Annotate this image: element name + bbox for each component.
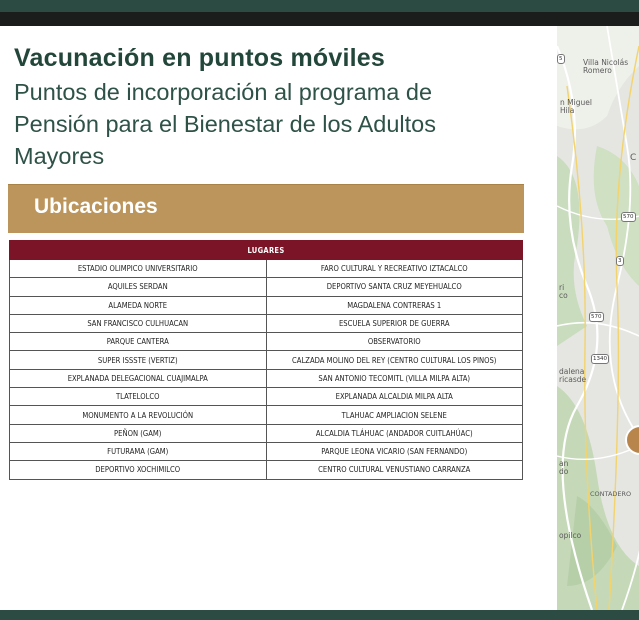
- location-cell-left: MONUMENTO A LA REVOLUCIÓN: [10, 406, 267, 424]
- location-cell-right: MAGDALENA CONTRERAS 1: [266, 296, 523, 314]
- table-row: [10, 260, 523, 278]
- table-row: [10, 333, 523, 351]
- location-cell-left: ALAMEDA NORTE: [10, 296, 267, 314]
- map-label-magdalena: dalena ricasde: [559, 367, 587, 384]
- location-cell-right: PARQUE LEONA VICARIO (SAN FERNANDO): [266, 442, 523, 460]
- table-body: [10, 260, 523, 480]
- location-cell-left: TLATELOLCO: [10, 388, 267, 406]
- location-cell-left: FUTURAMA (GAM): [10, 442, 267, 460]
- location-cell-right: DEPORTIVO SANTA CRUZ MEYEHUALCO: [266, 278, 523, 296]
- table-header: LUGARES: [10, 241, 523, 260]
- slide-title: Vacunación en puntos móviles: [14, 44, 385, 72]
- top-window-bar: [0, 0, 639, 12]
- map-label-c: C: [630, 153, 637, 163]
- location-cell-left: EXPLANADA DELEGACIONAL CUAJIMALPA: [10, 369, 267, 387]
- slide-subtitle: Puntos de incorporación al programa de Pensión para el Bienestar de los Adultos Mayores: [14, 79, 436, 169]
- location-cell-left: PEÑON (GAM): [10, 424, 267, 442]
- table-row: [10, 388, 523, 406]
- table-row: [10, 314, 523, 332]
- map-label-villa-nicolas: Villa Nicolás Romero: [583, 58, 629, 75]
- location-cell-right: CALZADA MOLINO DEL REY (CENTRO CULTURAL LOS PINOS): [266, 351, 523, 369]
- location-cell-right: OBSERVATORIO: [266, 333, 523, 351]
- location-cell-left: SAN FRANCISCO CULHUACAN: [10, 314, 267, 332]
- location-cell-left: AQUILES SERDAN: [10, 278, 267, 296]
- road-shield-3: 3: [618, 258, 622, 264]
- table-row: [10, 369, 523, 387]
- location-cell-left: SUPER ISSSTE (VERTIZ): [10, 351, 267, 369]
- top-dark-strip: [0, 12, 639, 26]
- map-label-ri-co: ri co: [559, 283, 568, 300]
- table-row: [10, 351, 523, 369]
- map-label-san-miguel: n Miguel Hila: [560, 98, 592, 115]
- location-cell-left: DEPORTIVO XOCHIMILCO: [10, 461, 267, 479]
- map-label-an-do: an do: [559, 459, 569, 476]
- table-row: [10, 278, 523, 296]
- location-cell-right: CENTRO CULTURAL VENUSTIANO CARRANZA: [266, 461, 523, 479]
- table-row: [10, 296, 523, 314]
- road-shield-1340: 1340: [593, 356, 607, 362]
- location-cell-right: SAN ANTONIO TECOMITL (VILLA MILPA ALTA): [266, 369, 523, 387]
- ubicaciones-band: [8, 184, 524, 233]
- location-cell-right: EXPLANADA ALCALDIA MILPA ALTA: [266, 388, 523, 406]
- table-row: [10, 424, 523, 442]
- road-shield-570: 570: [591, 314, 602, 320]
- map-label-opilco: opilco: [559, 531, 582, 540]
- table-row: [10, 406, 523, 424]
- ubicaciones-label: Ubicaciones: [34, 195, 158, 218]
- location-cell-left: PARQUE CANTERA: [10, 333, 267, 351]
- location-cell-right: ESCUELA SUPERIOR DE GUERRA: [266, 314, 523, 332]
- table-header-row: [10, 241, 523, 260]
- locations-table: [9, 240, 523, 480]
- location-cell-right: FARO CULTURAL Y RECREATIVO IZTACALCO: [266, 260, 523, 278]
- table-row: [10, 442, 523, 460]
- table-row: [10, 461, 523, 479]
- location-cell-right: TLAHUAC AMPLIACION SELENE: [266, 406, 523, 424]
- road-shield-5: 5: [559, 56, 563, 62]
- location-cell-left: ESTADIO OLIMPICO UNIVERSITARIO: [10, 260, 267, 278]
- road-shield-570-top: 570: [623, 214, 634, 220]
- map-label-contadero: CONTADERO: [590, 490, 632, 498]
- map-panel[interactable]: [557, 26, 639, 610]
- location-cell-right: ALCALDIA TLÁHUAC (ANDADOR CUITLAHÚAC): [266, 424, 523, 442]
- bottom-window-bar: [0, 610, 639, 620]
